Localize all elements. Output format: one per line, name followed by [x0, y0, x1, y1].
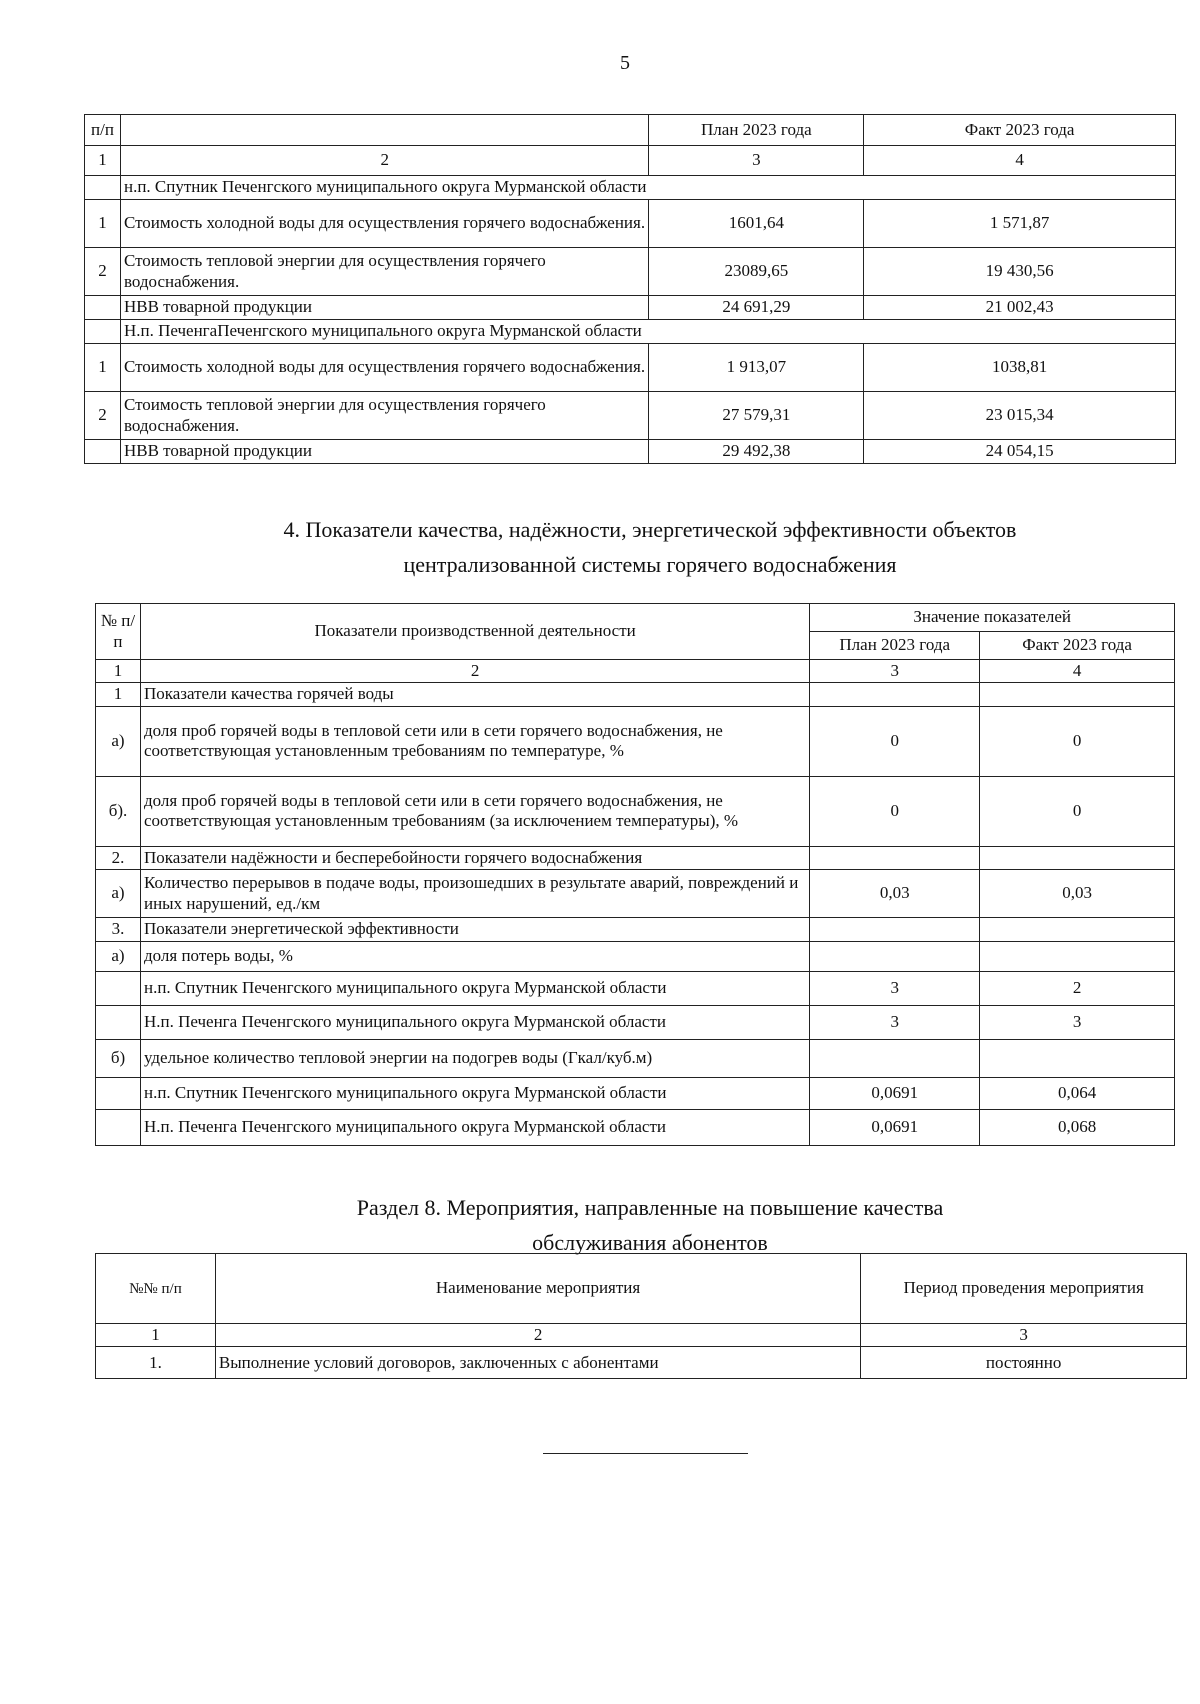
row-num — [85, 440, 121, 464]
row-period: постоянно — [861, 1347, 1187, 1379]
row-plan: 0,0691 — [810, 1109, 980, 1145]
row-num: а) — [96, 941, 141, 971]
row-name: доля проб горячей воды в тепловой сети или в сети горячего водоснабжения, не соответствующая установленным требованиям (за исключением температуры), % — [140, 776, 809, 846]
row-name: Стоимость тепловой энергии для осуществления горячего водоснабжения. — [120, 392, 649, 440]
row-fact: 0 — [980, 706, 1175, 776]
row-num: 2 — [85, 248, 121, 296]
section-title-row — [85, 176, 1176, 200]
table-row — [96, 1005, 1175, 1039]
col-number: 3 — [649, 146, 864, 176]
row-name: Стоимость холодной воды для осуществления горячего водоснабжения. — [120, 344, 649, 392]
row-fact: 1038,81 — [864, 344, 1176, 392]
header-name: Наименование мероприятия — [215, 1254, 860, 1324]
header-fact: Факт 2023 года — [864, 115, 1176, 146]
table-row-total — [85, 296, 1176, 320]
row-plan: 3 — [810, 1005, 980, 1039]
col-number: 1 — [96, 660, 141, 683]
col-number: 2 — [120, 146, 649, 176]
col-number: 2 — [140, 660, 809, 683]
section-title: н.п. Спутник Печенгского муниципального округа Мурманской области — [120, 176, 1175, 200]
row-name: Выполнение условий договоров, заключенных с абонентами — [215, 1347, 860, 1379]
row-plan — [810, 941, 980, 971]
row-plan: 0,0691 — [810, 1077, 980, 1109]
section-4-heading-line1: 4. Показатели качества, надёжности, энергетической эффективности объектов — [283, 517, 1017, 542]
table-row — [96, 941, 1175, 971]
row-fact — [980, 941, 1175, 971]
row-num — [85, 296, 121, 320]
row-num: 3. — [96, 918, 141, 941]
col-number: 1 — [85, 146, 121, 176]
empty-cell — [85, 320, 121, 344]
section-title-row — [85, 320, 1176, 344]
section-title: Н.п. ПеченгаПеченгского муниципального округа Мурманской области — [120, 320, 1175, 344]
section-4-heading-line2: централизованной системы горячего водоснабжения — [403, 552, 897, 578]
col-number: 3 — [810, 660, 980, 683]
row-num — [96, 1077, 141, 1109]
table-row — [85, 392, 1176, 440]
header-num: №№ п/п — [96, 1254, 216, 1324]
table-row — [96, 683, 1175, 706]
header-plan: План 2023 года — [649, 115, 864, 146]
row-plan: 27 579,31 — [649, 392, 864, 440]
row-name: Показатели качества горячей воды — [140, 683, 809, 706]
row-name: Количество перерывов в подаче воды, произошедших в результате аварий, повреждений и иных нарушений, ед./км — [140, 870, 809, 918]
table-row — [96, 706, 1175, 776]
row-num: а) — [96, 870, 141, 918]
row-fact: 3 — [980, 1005, 1175, 1039]
table-row — [96, 918, 1175, 941]
row-plan: 1601,64 — [649, 200, 864, 248]
row-plan: 0 — [810, 706, 980, 776]
row-name: доля проб горячей воды в тепловой сети или в сети горячего водоснабжения, не соответствующая установленным требованиям по температуре, % — [140, 706, 809, 776]
col-number: 3 — [861, 1324, 1187, 1347]
tariff-table — [84, 114, 1176, 464]
empty-cell — [85, 176, 121, 200]
row-name: Н.п. Печенга Печенгского муниципального округа Мурманской области — [140, 1109, 809, 1145]
row-plan — [810, 918, 980, 941]
row-fact: 2 — [980, 971, 1175, 1005]
row-fact: 0 — [980, 776, 1175, 846]
row-num — [96, 1109, 141, 1145]
row-plan — [810, 1039, 980, 1077]
header-num: п/п — [85, 115, 121, 146]
row-name: доля потерь воды, % — [140, 941, 809, 971]
row-num — [96, 1005, 141, 1039]
table-row — [96, 870, 1175, 918]
row-plan: 24 691,29 — [649, 296, 864, 320]
row-fact: 19 430,56 — [864, 248, 1176, 296]
table-row — [96, 971, 1175, 1005]
row-plan — [810, 683, 980, 706]
table-row — [96, 846, 1175, 869]
row-num: 1. — [96, 1347, 216, 1379]
row-num: 1 — [85, 344, 121, 392]
column-number-row — [96, 1324, 1187, 1347]
table-header-row — [96, 1254, 1187, 1324]
row-fact: 1 571,87 — [864, 200, 1176, 248]
row-name: Показатели энергетической эффективности — [140, 918, 809, 941]
row-fact: 0,03 — [980, 870, 1175, 918]
row-fact: 23 015,34 — [864, 392, 1176, 440]
header-num: № п/п — [96, 604, 141, 660]
row-plan: 1 913,07 — [649, 344, 864, 392]
row-num: 2. — [96, 846, 141, 869]
row-plan: 0 — [810, 776, 980, 846]
row-num: а) — [96, 706, 141, 776]
col-number: 4 — [980, 660, 1175, 683]
events-table — [95, 1253, 1187, 1379]
closing-line — [543, 1453, 748, 1454]
column-number-row — [96, 660, 1175, 683]
row-name: н.п. Спутник Печенгского муниципального округа Мурманской области — [140, 971, 809, 1005]
section-8-heading-line2: обслуживания абонентов — [532, 1230, 768, 1256]
row-num — [96, 971, 141, 1005]
row-num: б) — [96, 1039, 141, 1077]
row-plan: 23089,65 — [649, 248, 864, 296]
header-values: Значение показателей — [810, 604, 1175, 632]
table-row — [85, 200, 1176, 248]
row-name: Показатели надёжности и бесперебойности горячего водоснабжения — [140, 846, 809, 869]
table-row — [96, 1039, 1175, 1077]
col-number: 2 — [215, 1324, 860, 1347]
row-name: Стоимость холодной воды для осуществления горячего водоснабжения. — [120, 200, 649, 248]
row-fact: 21 002,43 — [864, 296, 1176, 320]
section-8-heading-line1: Раздел 8. Мероприятия, направленные на повышение качества — [356, 1195, 944, 1220]
indicators-table — [95, 603, 1175, 1146]
row-num: 1 — [96, 683, 141, 706]
col-number: 1 — [96, 1324, 216, 1347]
table-row — [85, 344, 1176, 392]
row-plan — [810, 846, 980, 869]
table-row — [96, 776, 1175, 846]
table-row — [96, 1109, 1175, 1145]
row-plan: 3 — [810, 971, 980, 1005]
header-plan: План 2023 года — [810, 632, 980, 660]
header-name — [120, 115, 649, 146]
table-row-total — [85, 440, 1176, 464]
row-plan: 0,03 — [810, 870, 980, 918]
section-8-heading — [150, 1190, 1150, 1260]
row-fact: 0,064 — [980, 1077, 1175, 1109]
row-fact — [980, 846, 1175, 869]
row-fact: 0,068 — [980, 1109, 1175, 1145]
header-indicators: Показатели производственной деятельности — [140, 604, 809, 660]
row-name: удельное количество тепловой энергии на подогрев воды (Гкал/куб.м) — [140, 1039, 809, 1077]
table-row — [96, 1077, 1175, 1109]
header-fact: Факт 2023 года — [980, 632, 1175, 660]
row-name: н.п. Спутник Печенгского муниципального округа Мурманской области — [140, 1077, 809, 1109]
row-name: НВВ товарной продукции — [120, 296, 649, 320]
row-fact — [980, 918, 1175, 941]
row-name: Н.п. Печенга Печенгского муниципального округа Мурманской области — [140, 1005, 809, 1039]
table-row — [85, 248, 1176, 296]
row-fact: 24 054,15 — [864, 440, 1176, 464]
table-header-row — [96, 604, 1175, 632]
col-number: 4 — [864, 146, 1176, 176]
row-name: Стоимость тепловой энергии для осуществления горячего водоснабжения. — [120, 248, 649, 296]
row-num: 2 — [85, 392, 121, 440]
section-4-heading — [150, 512, 1150, 582]
column-number-row — [85, 146, 1176, 176]
row-fact — [980, 683, 1175, 706]
row-plan: 29 492,38 — [649, 440, 864, 464]
page-number: 5 — [620, 52, 630, 74]
row-fact — [980, 1039, 1175, 1077]
table-row — [96, 1347, 1187, 1379]
row-num: б). — [96, 776, 141, 846]
table-header-row — [85, 115, 1176, 146]
row-num: 1 — [85, 200, 121, 248]
header-period: Период проведения мероприятия — [861, 1254, 1187, 1324]
row-name: НВВ товарной продукции — [120, 440, 649, 464]
